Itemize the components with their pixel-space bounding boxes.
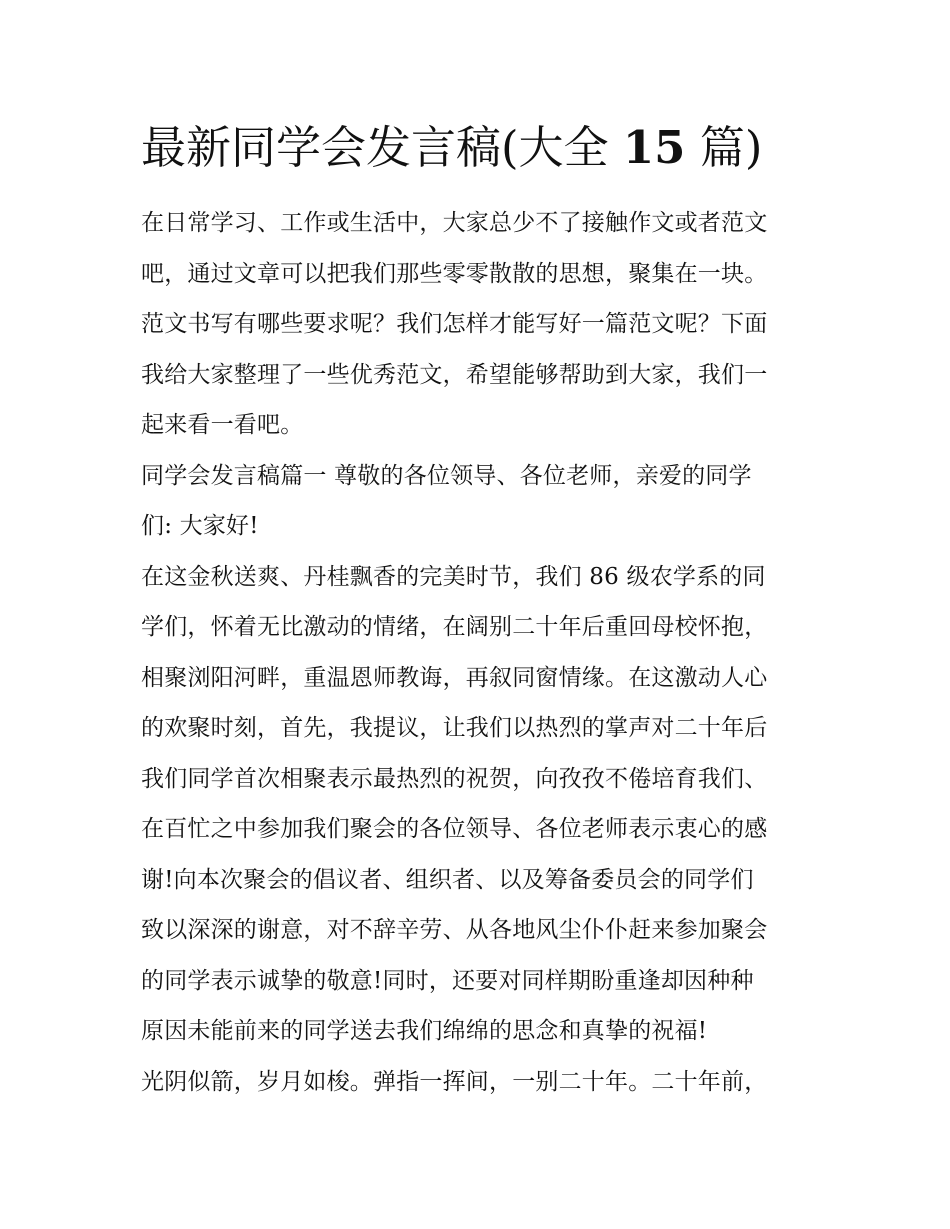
title-number: 15 (622, 121, 686, 174)
paragraph-closing (141, 1057, 821, 1108)
text-line: 致以深深的谢意，对不辞辛劳、从各地风尘仆仆赶来参加聚会 (141, 917, 768, 943)
text-line: 的欢聚时刻，首先，我提议，让我们以热烈的掌声对二十年后 (141, 715, 768, 741)
paragraph-main (141, 552, 821, 1057)
text-line: 在这金秋送爽、丹桂飘香的完美时节，我们 86 级农学系的同 (141, 563, 766, 590)
document-body (141, 198, 821, 1107)
text-line: 原因未能前来的同学送去我们绵绵的思念和真挚的祝福! (141, 1018, 708, 1044)
text-line: 我给大家整理了一些优秀范文，希望能够帮助到大家，我们一 (141, 361, 768, 388)
paragraph-intro (141, 198, 821, 451)
text-line: 范文书写有哪些要求呢？我们怎样才能写好一篇范文呢？下面 (141, 311, 768, 337)
text-line: 在百忙之中参加我们聚会的各位领导、各位老师表示衷心的感 (141, 816, 768, 842)
text-line: 光阴似箭，岁月如梭。弹指一挥间，一别二十年。二十年前， (141, 1068, 768, 1095)
text-line: 起来看一看吧。 (141, 412, 304, 438)
text-line: 在日常学习、工作或生活中，大家总少不了接触作文或者范文 (141, 210, 768, 236)
text-line: 同学会发言稿篇一 尊敬的各位领导、各位老师，亲爱的同学 (141, 462, 752, 489)
text-line: 谢!向本次聚会的倡议者、组织者、以及筹备委员会的同学们 (141, 866, 754, 893)
document-title (141, 118, 841, 178)
text-line: 相聚浏阳河畔，重温恩师教诲，再叙同窗情缘。在这激动人心 (141, 664, 768, 691)
text-line: 学们，怀着无比激动的情绪，在阔别二十年后重回母校怀抱， (141, 614, 768, 640)
text-line: 吧，通过文章可以把我们那些零零散散的思想，聚集在一块。 (141, 260, 768, 287)
title-text-part1: 最新同学会发言稿(大全 (141, 121, 609, 174)
paragraph-greeting (141, 451, 821, 552)
title-text-part2: 篇) (699, 121, 763, 174)
text-line: 的同学表示诚挚的敬意!同时，还要对同样期盼重逢却因种种 (141, 967, 754, 994)
text-line: 们: 大家好! (141, 513, 259, 539)
text-line: 我们同学首次相聚表示最热烈的祝贺，向孜孜不倦培育我们、 (141, 765, 768, 792)
